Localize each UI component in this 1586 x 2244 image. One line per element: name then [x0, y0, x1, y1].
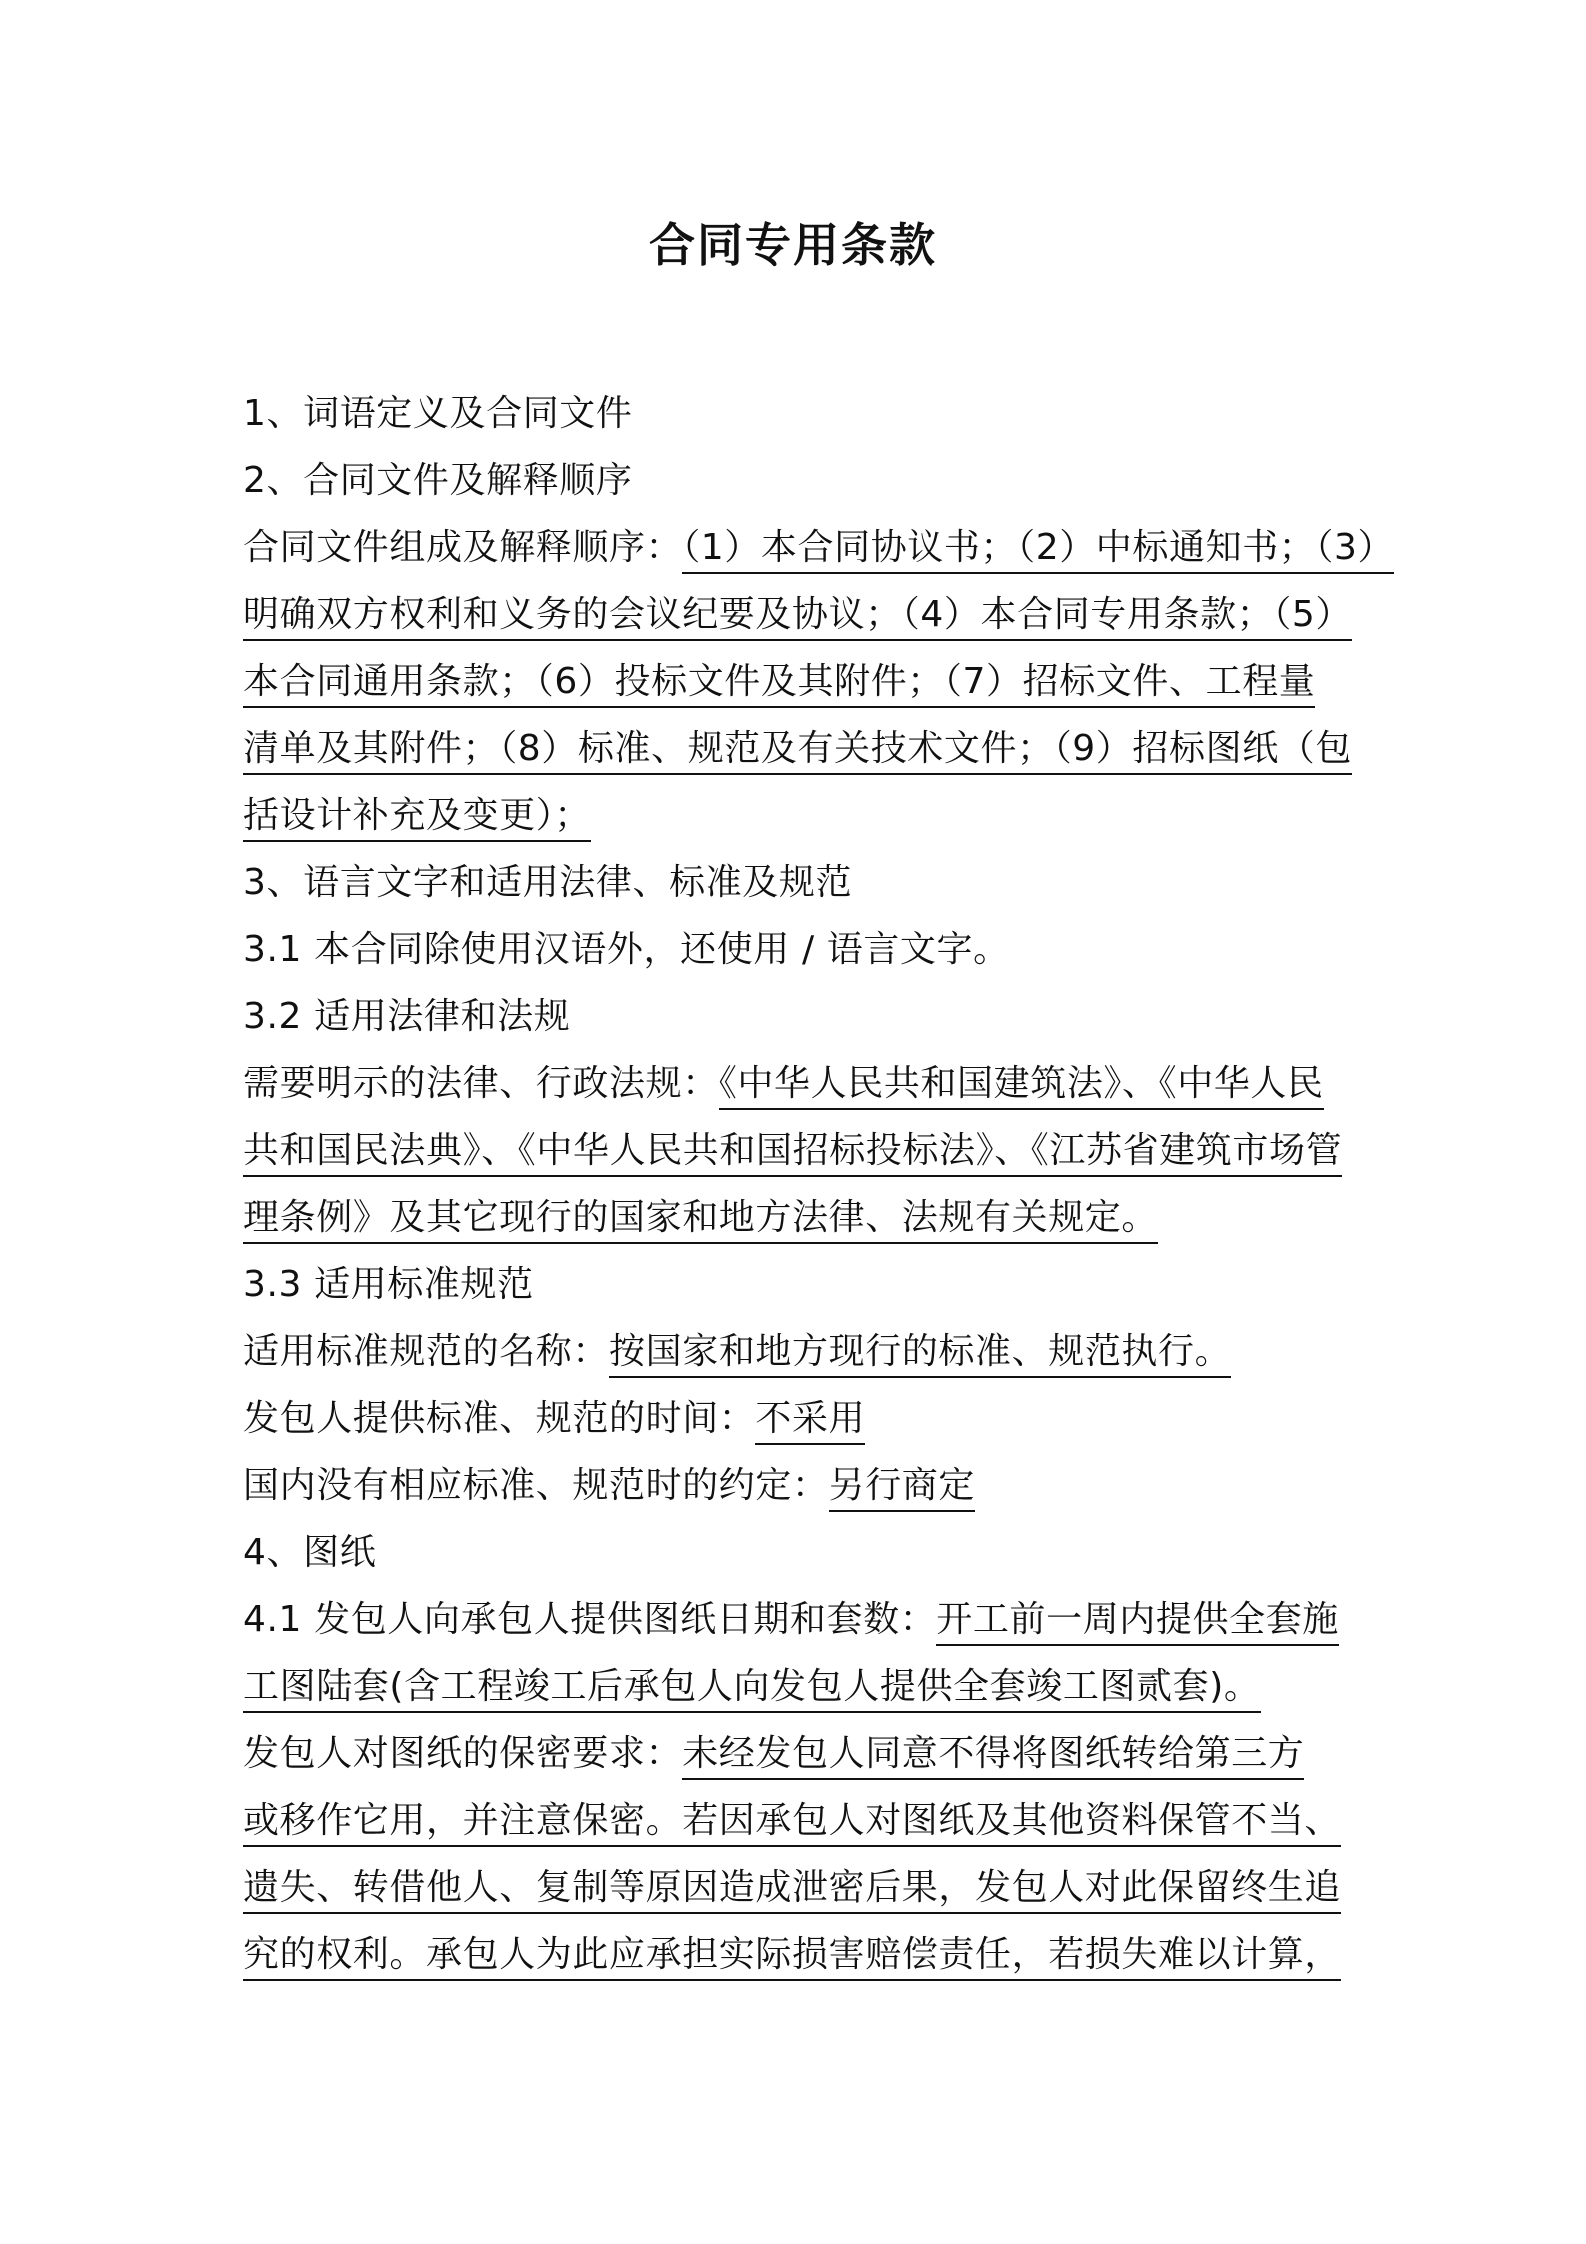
- confidentiality-line: [243, 1730, 1304, 1778]
- contract-docs-order-line: [243, 591, 1352, 639]
- field-label: 合同文件组成及解释顺序：: [243, 527, 683, 568]
- field-value: 共和国民法典》、《中华人民共和国招标投标法》、《江苏省建筑市场管: [243, 1130, 1342, 1177]
- laws-line: [243, 1127, 1342, 1175]
- field-value: 工图陆套(含工程竣工后承包人向发包人提供全套竣工图贰套)。: [243, 1666, 1261, 1713]
- field-value: 不采用: [755, 1398, 865, 1445]
- section-heading: 4、图纸: [243, 1532, 377, 1573]
- field-label: 国内没有相应标准、规范时的约定：: [243, 1465, 829, 1506]
- field-value: 未经发包人同意不得将图纸转给第三方: [682, 1733, 1304, 1780]
- laws-line: [243, 1060, 1324, 1108]
- drawings-provision-line: [243, 1596, 1339, 1644]
- field-value: 按国家和地方现行的标准、规范执行。: [609, 1331, 1231, 1378]
- standards-name-line: [243, 1328, 1231, 1376]
- contract-docs-order-line: [243, 792, 591, 840]
- standards-time-line: [243, 1395, 865, 1443]
- page-title: 合同专用条款: [649, 218, 937, 272]
- field-value: 本合同通用条款；（6）投标文件及其附件；（7）招标文件、工程量: [243, 661, 1315, 708]
- field-label: 4.1 发包人向承包人提供图纸日期和套数：: [243, 1599, 937, 1640]
- section-heading: 3.2 适用法律和法规: [243, 996, 571, 1037]
- field-label: 发包人对图纸的保密要求：: [243, 1733, 683, 1774]
- laws-line: [243, 1194, 1158, 1242]
- field-value: 遗失、转借他人、复制等原因造成泄密后果，发包人对此保留终生追: [243, 1867, 1341, 1914]
- field-value: 理条例》及其它现行的国家和地方法律、法规有关规定。: [243, 1197, 1158, 1244]
- field-label: 需要明示的法律、行政法规：: [243, 1063, 719, 1104]
- section-heading: 3、语言文字和适用法律、标准及规范: [243, 862, 853, 903]
- confidentiality-line: [243, 1797, 1341, 1845]
- section-heading: 2、合同文件及解释顺序: [243, 460, 633, 501]
- drawings-provision-line: [243, 1663, 1261, 1711]
- field-label: 发包人提供标准、规范的时间：: [243, 1398, 756, 1439]
- field-value: 明确双方权利和义务的会议纪要及协议；（4）本合同专用条款；（5）: [243, 594, 1352, 641]
- confidentiality-line: [243, 1864, 1341, 1912]
- contract-docs-order-line: [243, 725, 1352, 773]
- field-value: 另行商定: [829, 1465, 975, 1512]
- no-standard-line: [243, 1462, 975, 1510]
- field-value: 《中华人民共和国建筑法》、《中华人民: [719, 1063, 1324, 1110]
- field-value: 清单及其附件；（8）标准、规范及有关技术文件；（9）招标图纸（包: [243, 728, 1352, 775]
- field-value: 究的权利。承包人为此应承担实际损害赔偿责任，若损失难以计算，: [243, 1934, 1341, 1981]
- field-value: （1）本合同协议书；（2）中标通知书；（3）: [682, 527, 1394, 574]
- field-value: 括设计补充及变更）；: [243, 795, 591, 842]
- confidentiality-line: [243, 1931, 1341, 1979]
- field-value: 开工前一周内提供全套施: [936, 1599, 1339, 1646]
- section-heading: 3.3 适用标准规范: [243, 1264, 534, 1305]
- section-heading: 1、词语定义及合同文件: [243, 393, 633, 434]
- contract-docs-order-line: [243, 658, 1315, 706]
- language-clause: 3.1 本合同除使用汉语外，还使用 / 语言文字。: [243, 929, 1010, 970]
- field-value: /: [801, 929, 815, 970]
- field-value: 或移作它用，并注意保密。若因承包人对图纸及其他资料保管不当、: [243, 1800, 1341, 1847]
- contract-docs-order-line: [243, 524, 1394, 572]
- field-label: 适用标准规范的名称：: [243, 1331, 610, 1372]
